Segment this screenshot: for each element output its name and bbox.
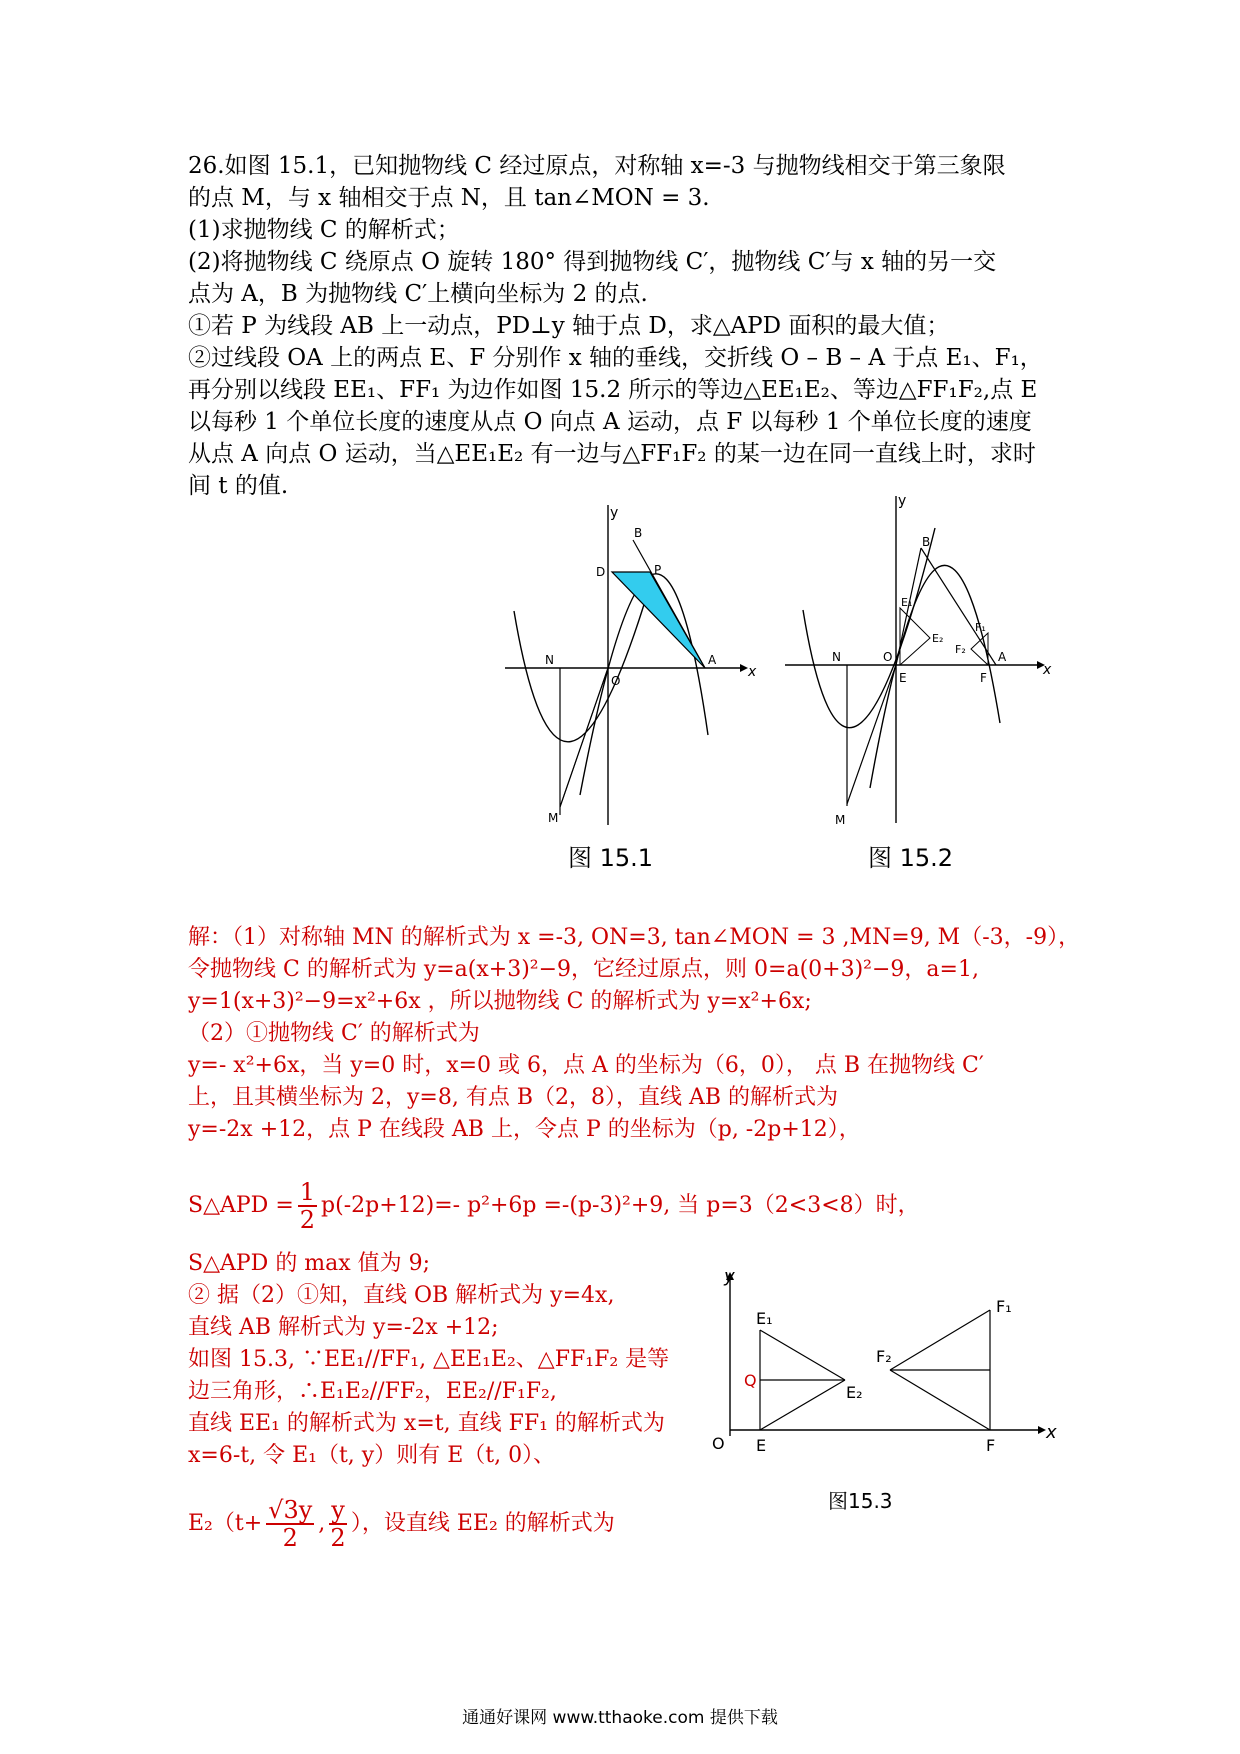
problem-line: 26.如图 15.1，已知抛物线 C 经过原点，对称轴 x=-3 与抛物线相交于第三象限	[188, 153, 1006, 179]
label-f2: F₂	[955, 643, 966, 656]
label-a: A	[708, 653, 717, 667]
label-n: N	[832, 650, 841, 664]
solution-line: 解：（1）对称轴 MN 的解析式为 x =-3, ON=3, tan∠MON = 3 ,MN=9, M（-3，-9），	[188, 925, 1081, 950]
label-f: F	[986, 1436, 996, 1455]
footer-text: 通通好课网 www.tthaoke.com 提供下载	[462, 1708, 778, 1728]
problem-line: 间 t 的值.	[188, 473, 289, 499]
fraction-denominator: 2	[330, 1524, 346, 1552]
figure-15-1	[490, 495, 760, 835]
solution-line: x=6-t, 令 E₁（t, y）则有 E（t, 0）、	[188, 1443, 556, 1468]
problem-line: 点为 A，B 为抛物线 C′上横向坐标为 2 的点.	[188, 281, 648, 307]
caption-15-3: 图15.3	[828, 1489, 893, 1513]
problem-line: 从点 A 向点 O 运动，当△EE₁E₂ 有一边与△FF₁F₂ 的某一边在同一直线上时，求时	[188, 441, 1036, 467]
parabola-c	[803, 528, 935, 728]
area-formula	[188, 1176, 920, 1236]
area-prefix: S△APD =	[188, 1193, 294, 1218]
parabola-c	[514, 585, 650, 742]
label-m: M	[548, 811, 559, 825]
e2-formula	[188, 1492, 615, 1556]
problem-line: 再分别以线段 EE₁、FF₁ 为边作如图 15.2 所示的等边△EE₁E₂、等边△FF₁F₂,点 E	[188, 377, 1038, 403]
label-a: A	[998, 650, 1007, 664]
x-axis-arrow	[740, 664, 748, 672]
label-x: x	[748, 664, 757, 680]
label-e1: E₁	[901, 596, 913, 609]
label-o: O	[611, 674, 621, 688]
fraction-y-over-2	[329, 1497, 347, 1551]
label-q: Q	[744, 1371, 757, 1390]
fraction-half	[298, 1179, 317, 1233]
solution-line: y=-2x +12，点 P 在线段 AB 上，令点 P 的坐标为（p, -2p+12），	[188, 1117, 861, 1142]
label-n: N	[545, 653, 554, 667]
x-axis-arrow	[1038, 1426, 1046, 1434]
caption-15-1: 图 15.1	[568, 844, 654, 872]
parabola-c-prime	[580, 574, 708, 795]
label-b: B	[922, 535, 931, 549]
problem-line: (2)将抛物线 C 绕原点 O 旋转 180° 得到抛物线 C′，抛物线 C′与 x 轴的另一交	[188, 249, 997, 275]
problem-line: (1)求抛物线 C 的解析式；	[188, 217, 460, 243]
segment-ee2	[760, 1380, 845, 1430]
label-y: y	[724, 1266, 735, 1287]
label-e: E	[756, 1436, 767, 1455]
label-e1: E₁	[756, 1309, 773, 1328]
segment-om	[560, 668, 608, 807]
fraction-numerator: y	[331, 1496, 345, 1524]
caption-15-2: 图 15.2	[868, 844, 954, 872]
solution-line: （2）①抛物线 C′ 的解析式为	[188, 1021, 480, 1046]
problem-line: ①若 P 为线段 AB 上一动点，PD⊥y 轴于点 D，求△APD 面积的最大值；	[188, 313, 950, 339]
label-x: x	[1046, 1422, 1057, 1443]
fraction-denominator: 2	[282, 1524, 298, 1552]
segment-ff2	[890, 1370, 990, 1430]
label-f2: F₂	[876, 1347, 892, 1366]
solution-line: 令抛物线 C 的解析式为 y=a(x+3)²−9，它经过原点，则 0=a(0+3)²−9，a=1,	[188, 957, 979, 982]
label-f1: F₁	[975, 621, 986, 634]
e2-sep: ,	[318, 1511, 326, 1536]
solution-line: 直线 AB 解析式为 y=-2x +12;	[188, 1315, 499, 1340]
label-e2: E₂	[932, 632, 944, 645]
figure-15-2	[775, 488, 1055, 833]
fraction-sqrt3y-over-2	[266, 1497, 314, 1551]
fraction-denominator: 2	[299, 1206, 316, 1234]
segment-f1f2	[890, 1310, 990, 1370]
problem-line: 以每秒 1 个单位长度的速度从点 O 向点 A 运动，点 F 以每秒 1 个单位长度的速度	[188, 409, 1032, 435]
label-d: D	[596, 565, 606, 579]
label-p: P	[654, 563, 662, 577]
label-e2: E₂	[846, 1383, 863, 1402]
solution-line: y=- x²+6x，当 y=0 时，x=0 或 6，点 A 的坐标为（6，0）， 点 B 在抛物线 C′	[188, 1053, 984, 1078]
label-o: O	[883, 650, 893, 664]
solution-line: S△APD 的 max 值为 9;	[188, 1251, 431, 1276]
problem-line: 的点 M，与 x 轴相交于点 N，且 tan∠MON = 3.	[188, 185, 710, 211]
solution-line: 如图 15.3, ∵EE₁//FF₁, △EE₁E₂、△FF₁F₂ 是等	[188, 1347, 670, 1372]
segment-e1e2	[760, 1330, 845, 1380]
e2-rest: ），设直线 EE₂ 的解析式为	[350, 1511, 615, 1536]
problem-line: ②过线段 OA 上的两点 E、F 分别作 x 轴的垂线，交折线 O – B – A 于点 E₁、F₁，	[188, 345, 1043, 371]
solution-line: 边三角形，∴E₁E₂//FF₂，EE₂//F₁F₂,	[188, 1379, 557, 1404]
solution-line: ② 据（2）①知，直线 OB 解析式为 y=4x,	[188, 1283, 615, 1308]
fraction-numerator: 1	[299, 1178, 316, 1206]
label-e: E	[899, 671, 907, 685]
e2-prefix: E₂（t+	[188, 1511, 263, 1536]
fraction-numerator: √3y	[268, 1496, 313, 1524]
label-f: F	[980, 671, 987, 685]
label-x: x	[1043, 662, 1052, 678]
figure-15-3	[700, 1258, 1060, 1478]
area-rest: p(-2p+12)=- p²+6p =-(p-3)²+9, 当 p=3（2<3<8）时，	[321, 1193, 920, 1218]
solution-line: 上，且其横坐标为 2，y=8, 有点 B（2，8），直线 AB 的解析式为	[188, 1085, 839, 1110]
label-o: O	[712, 1434, 725, 1453]
label-f1: F₁	[996, 1297, 1012, 1316]
solution-line: y=1(x+3)²−9=x²+6x ，所以抛物线 C 的解析式为 y=x²+6x;	[188, 989, 812, 1014]
label-m: M	[835, 813, 846, 827]
label-b: B	[634, 526, 643, 540]
solution-line: 直线 EE₁ 的解析式为 x=t, 直线 FF₁ 的解析式为	[188, 1411, 665, 1436]
label-y: y	[898, 493, 907, 509]
label-y: y	[610, 505, 619, 521]
